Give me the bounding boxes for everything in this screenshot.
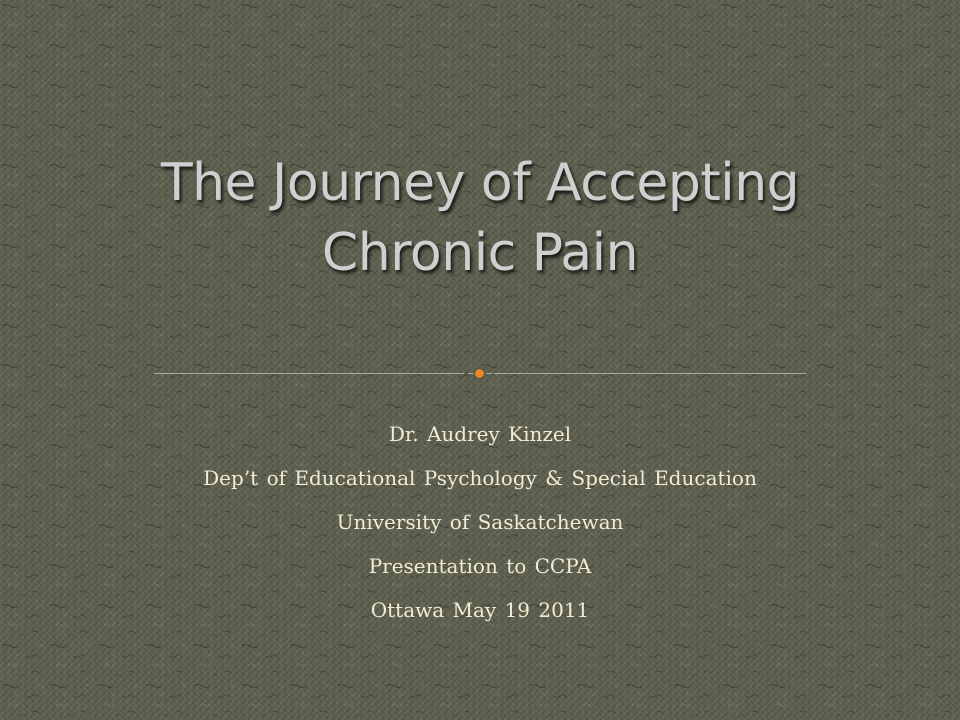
divider-rule-right <box>494 373 806 374</box>
divider-dot-icon <box>475 369 484 378</box>
department: Dep’t of Educational Psychology & Special Education <box>203 466 757 490</box>
presenter-name: Dr. Audrey Kinzel <box>388 422 572 446</box>
university: University of Saskatchewan <box>336 510 624 534</box>
location-date: Ottawa May 19 2011 <box>370 598 590 622</box>
divider-rule-left <box>154 373 464 374</box>
title-divider <box>150 364 810 384</box>
divider-tick-right <box>486 373 492 374</box>
title-line-1: The Journey of Accepting <box>160 153 800 213</box>
presentation-venue: Presentation to CCPA <box>368 554 592 578</box>
slide-title <box>60 148 900 288</box>
title-line-2: Chronic Pain <box>321 223 639 283</box>
slide-subtitle <box>40 412 920 632</box>
divider-tick-left <box>468 373 474 374</box>
